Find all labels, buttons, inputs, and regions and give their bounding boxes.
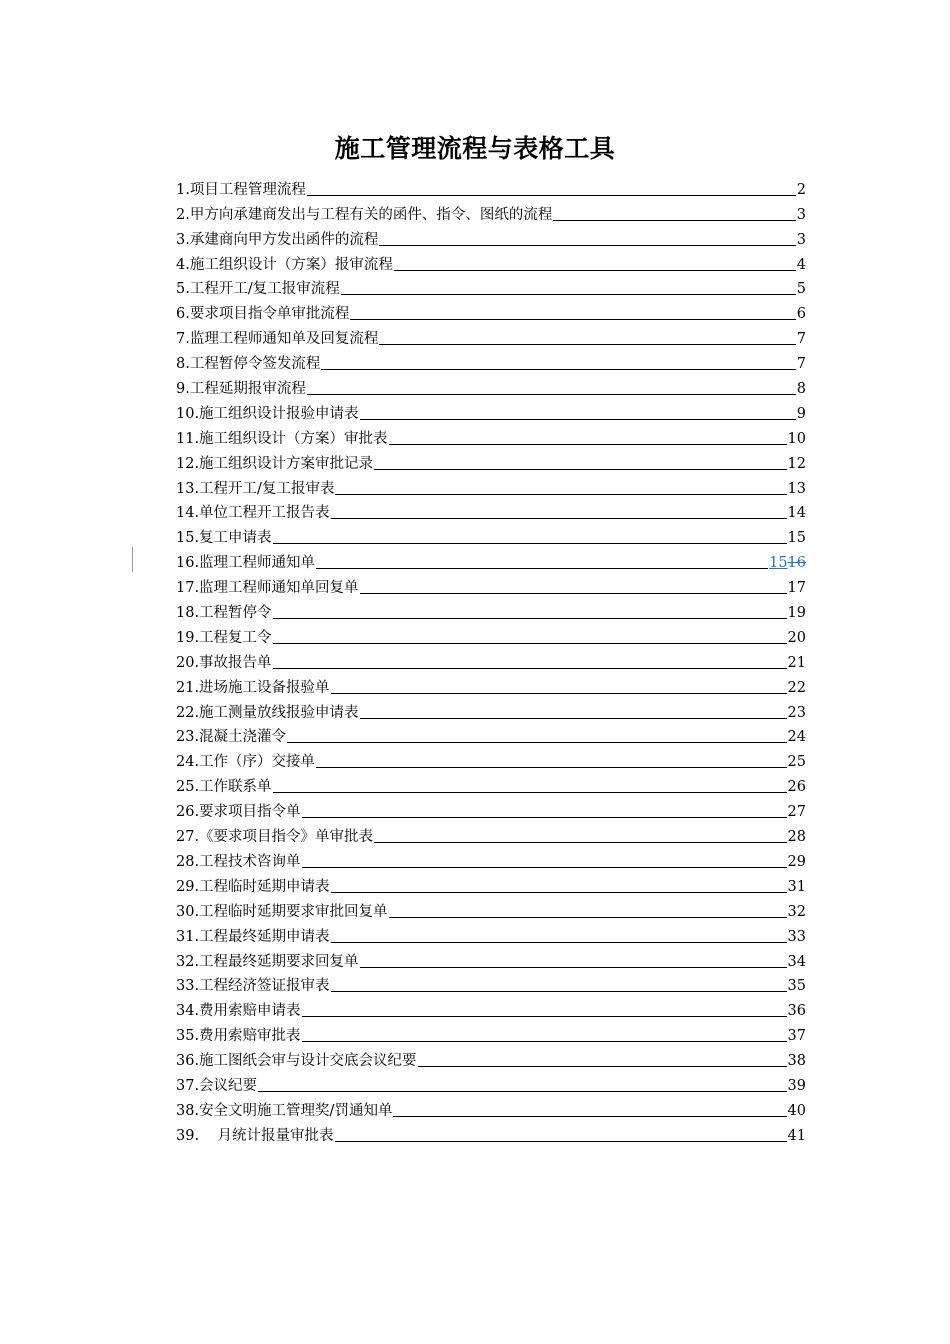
- toc-entry-label: 9.工程延期报审流程: [176, 381, 306, 398]
- toc-leader-line: [331, 517, 787, 519]
- toc-entry[interactable]: [176, 647, 806, 672]
- toc-page-number: 22: [787, 679, 806, 696]
- toc-leader-line: [393, 1115, 786, 1117]
- toc-leader-line: [394, 269, 796, 271]
- toc-leader-line: [360, 966, 787, 968]
- toc-leader-line: [335, 493, 786, 495]
- toc-entry-label: 29.工程临时延期申请表: [176, 878, 330, 895]
- toc-entry-label: 37.会议纪要: [176, 1077, 258, 1094]
- toc-leader-line: [316, 766, 786, 768]
- toc-entry[interactable]: [176, 522, 806, 547]
- toc-entry[interactable]: [176, 946, 806, 971]
- toc-entry-label: 21.进场施工设备报验单: [176, 679, 330, 696]
- toc-entry[interactable]: [176, 348, 806, 373]
- toc-page-number: 38: [787, 1053, 806, 1070]
- toc-entry[interactable]: [176, 448, 806, 473]
- toc-page-number: 32: [787, 903, 806, 920]
- toc-leader-line: [418, 1065, 787, 1067]
- toc-leader-line: [335, 1140, 787, 1142]
- toc-page-number: [769, 554, 806, 572]
- toc-page-number: 28: [787, 829, 806, 846]
- toc-entry-label: 8.工程暂停令签发流程: [176, 356, 321, 373]
- toc-leader-line: [331, 891, 787, 893]
- toc-leader-line: [553, 219, 795, 221]
- toc-leader-line: [350, 318, 795, 320]
- toc-entry[interactable]: [176, 1070, 806, 1095]
- toc-page-number: 4: [796, 256, 806, 273]
- toc-leader-line: [273, 617, 787, 619]
- toc-leader-line: [302, 1040, 787, 1042]
- toc-entry[interactable]: [176, 323, 806, 348]
- toc-entry[interactable]: [176, 597, 806, 622]
- toc-page-number: 25: [787, 754, 806, 771]
- toc-entry[interactable]: [176, 1045, 806, 1070]
- toc-page-number: 6: [796, 306, 806, 323]
- toc-entry-label: 19.工程复工令: [176, 629, 272, 646]
- toc-leader-line: [360, 717, 787, 719]
- toc-entry-label: 11.施工组织设计（方案）审批表: [176, 430, 388, 447]
- toc-entry[interactable]: [176, 921, 806, 946]
- toc-leader-line: [331, 941, 787, 943]
- toc-page-number: 23: [787, 704, 806, 721]
- toc-entry[interactable]: [176, 871, 806, 896]
- toc-entry-label: 38.安全文明施工管理奖/罚通知单: [176, 1102, 393, 1119]
- toc-leader-line: [360, 418, 796, 420]
- toc-leader-line: [302, 866, 787, 868]
- toc-entry-label: 14.单位工程开工报告表: [176, 505, 330, 522]
- toc-page-number: 7: [796, 356, 806, 373]
- toc-entry-label: 30.工程临时延期要求审批回复单: [176, 903, 388, 920]
- toc-entry[interactable]: [176, 697, 806, 722]
- toc-page-number: 37: [787, 1028, 806, 1045]
- toc-page-number: 3: [796, 206, 806, 223]
- toc-entry-label: 15.复工申请表: [176, 530, 272, 547]
- toc-leader-line: [331, 692, 787, 694]
- toc-entry[interactable]: [176, 622, 806, 647]
- toc-entry[interactable]: [176, 199, 806, 224]
- toc-leader-line: [379, 343, 795, 345]
- toc-page-number: 29: [787, 853, 806, 870]
- toc-entry-label: 17.监理工程师通知单回复单: [176, 580, 359, 597]
- toc-entry[interactable]: [176, 473, 806, 498]
- toc-page-number: 35: [787, 978, 806, 995]
- toc-page-number: 19: [787, 605, 806, 622]
- toc-entry-label: 39. 月统计报量审批表: [176, 1127, 334, 1144]
- toc-entry-label: 18.工程暂停令: [176, 605, 272, 622]
- toc-entry-label: 2.甲方向承建商发出与工程有关的函件、指令、图纸的流程: [176, 206, 553, 223]
- toc-entry-label: 4.施工组织设计（方案）报审流程: [176, 256, 393, 273]
- toc-entry[interactable]: [176, 547, 806, 572]
- toc-leader-line: [273, 542, 787, 544]
- toc-entry[interactable]: [176, 398, 806, 423]
- toc-page-number: 15: [787, 530, 806, 547]
- toc-entry-label: 34.费用索赔申请表: [176, 1003, 301, 1020]
- toc-entry-label: 1.项目工程管理流程: [176, 181, 306, 198]
- toc-leader-line: [389, 443, 787, 445]
- toc-entry-label: 31.工程最终延期申请表: [176, 928, 330, 945]
- toc-leader-line: [316, 567, 768, 569]
- toc-page-number: 9: [796, 405, 806, 422]
- toc-entry-label: 35.费用索赔审批表: [176, 1028, 301, 1045]
- toc-leader-line: [389, 916, 787, 918]
- toc-entry-label: 26.要求项目指令单: [176, 804, 301, 821]
- toc-leader-line: [374, 468, 786, 470]
- toc-page-number: 36: [787, 1003, 806, 1020]
- toc-page-number: 41: [787, 1127, 806, 1144]
- toc-page-number: 34: [787, 953, 806, 970]
- toc-page-number: 26: [787, 779, 806, 796]
- toc-page-number: 20: [787, 629, 806, 646]
- toc-entry[interactable]: [176, 771, 806, 796]
- toc-entry-label: 7.监理工程师通知单及回复流程: [176, 331, 379, 348]
- toc-entry[interactable]: [176, 1120, 806, 1145]
- toc-entry[interactable]: [176, 498, 806, 523]
- toc-leader-line: [273, 791, 787, 793]
- toc-entry-label: 28.工程技术咨询单: [176, 853, 301, 870]
- toc-page-number: 3: [796, 231, 806, 248]
- toc-entry[interactable]: [176, 896, 806, 921]
- revision-inserted-page: 15: [769, 555, 788, 572]
- toc-leader-line: [307, 393, 796, 395]
- toc-entry[interactable]: [176, 971, 806, 996]
- toc-page-number: 7: [796, 331, 806, 348]
- toc-entry-label: 6.要求项目指令单审批流程: [176, 306, 350, 323]
- revision-change-bar: [132, 547, 133, 572]
- toc-leader-line: [307, 194, 796, 196]
- toc-page-number: 12: [787, 455, 806, 472]
- toc-page-number: 10: [787, 430, 806, 447]
- toc-entry-label: 3.承建商向甲方发出函件的流程: [176, 231, 379, 248]
- toc-entry[interactable]: [176, 746, 806, 771]
- toc-entry[interactable]: [176, 1020, 806, 1045]
- toc-page-number: 8: [796, 381, 806, 398]
- toc-entry-label: 10.施工组织设计报验申请表: [176, 405, 359, 422]
- toc-entry-label: 23.混凝土浇灌令: [176, 729, 287, 746]
- toc-leader-line: [341, 293, 796, 295]
- toc-page-number: 27: [787, 804, 806, 821]
- toc-entry-label: 5.工程开工/复工报审流程: [176, 281, 340, 298]
- toc-leader-line: [273, 642, 787, 644]
- toc-entry-label: 32.工程最终延期要求回复单: [176, 953, 359, 970]
- toc-entry-label: 27.《要求项目指令》单审批表: [176, 829, 374, 846]
- toc-entry-label: 25.工作联系单: [176, 779, 272, 796]
- toc-entry-label: 13.工程开工/复工报审表: [176, 480, 335, 497]
- toc-page-number: 5: [796, 281, 806, 298]
- toc-entry[interactable]: [176, 274, 806, 299]
- toc-leader-line: [287, 741, 786, 743]
- toc-entry[interactable]: [176, 672, 806, 697]
- revision-deleted-page: 16: [787, 555, 806, 572]
- toc-leader-line: [331, 990, 787, 992]
- toc-page-number: 13: [787, 480, 806, 497]
- toc-page-number: 40: [787, 1102, 806, 1119]
- toc-page-number: 24: [787, 729, 806, 746]
- toc-leader-line: [374, 841, 786, 843]
- toc-entry[interactable]: [176, 995, 806, 1020]
- toc-entry[interactable]: [176, 572, 806, 597]
- toc-page-number: 17: [787, 580, 806, 597]
- toc-page-number: 21: [787, 654, 806, 671]
- toc-entry[interactable]: [176, 821, 806, 846]
- toc-entry-label: 24.工作（序）交接单: [176, 754, 316, 771]
- toc-page-number: 2: [796, 181, 806, 198]
- toc-leader-line: [302, 1015, 787, 1017]
- toc-entry[interactable]: [176, 846, 806, 871]
- toc-entry[interactable]: [176, 174, 806, 199]
- toc-leader-line: [273, 667, 787, 669]
- toc-entry[interactable]: [176, 722, 806, 747]
- toc-page-number: 39: [787, 1077, 806, 1094]
- toc-page-number: 33: [787, 928, 806, 945]
- document-title: 施工管理流程与表格工具: [334, 134, 616, 163]
- toc-leader-line: [258, 1090, 786, 1092]
- toc-entry-label: 12.施工组织设计方案审批记录: [176, 455, 374, 472]
- toc-leader-line: [379, 244, 795, 246]
- toc-page-number: 14: [787, 505, 806, 522]
- toc-leader-line: [360, 592, 787, 594]
- toc-entry[interactable]: [176, 373, 806, 398]
- toc-entry-label: 36.施工图纸会审与设计交底会议纪要: [176, 1053, 417, 1070]
- toc-entry-label: 20.事故报告单: [176, 654, 272, 671]
- toc-entry[interactable]: [176, 224, 806, 249]
- toc-leader-line: [321, 368, 795, 370]
- toc-entry[interactable]: [176, 1095, 806, 1120]
- toc-entry-label: 33.工程经济签证报审表: [176, 978, 330, 995]
- toc-entry-label: 16.监理工程师通知单: [176, 555, 316, 572]
- toc-entry[interactable]: [176, 249, 806, 274]
- toc-entry-label: 22.施工测量放线报验申请表: [176, 704, 359, 721]
- toc-entry[interactable]: [176, 423, 806, 448]
- toc-entry[interactable]: [176, 796, 806, 821]
- table-of-contents: [176, 174, 806, 1145]
- toc-entry[interactable]: [176, 298, 806, 323]
- toc-page-number: 31: [787, 878, 806, 895]
- toc-leader-line: [302, 816, 787, 818]
